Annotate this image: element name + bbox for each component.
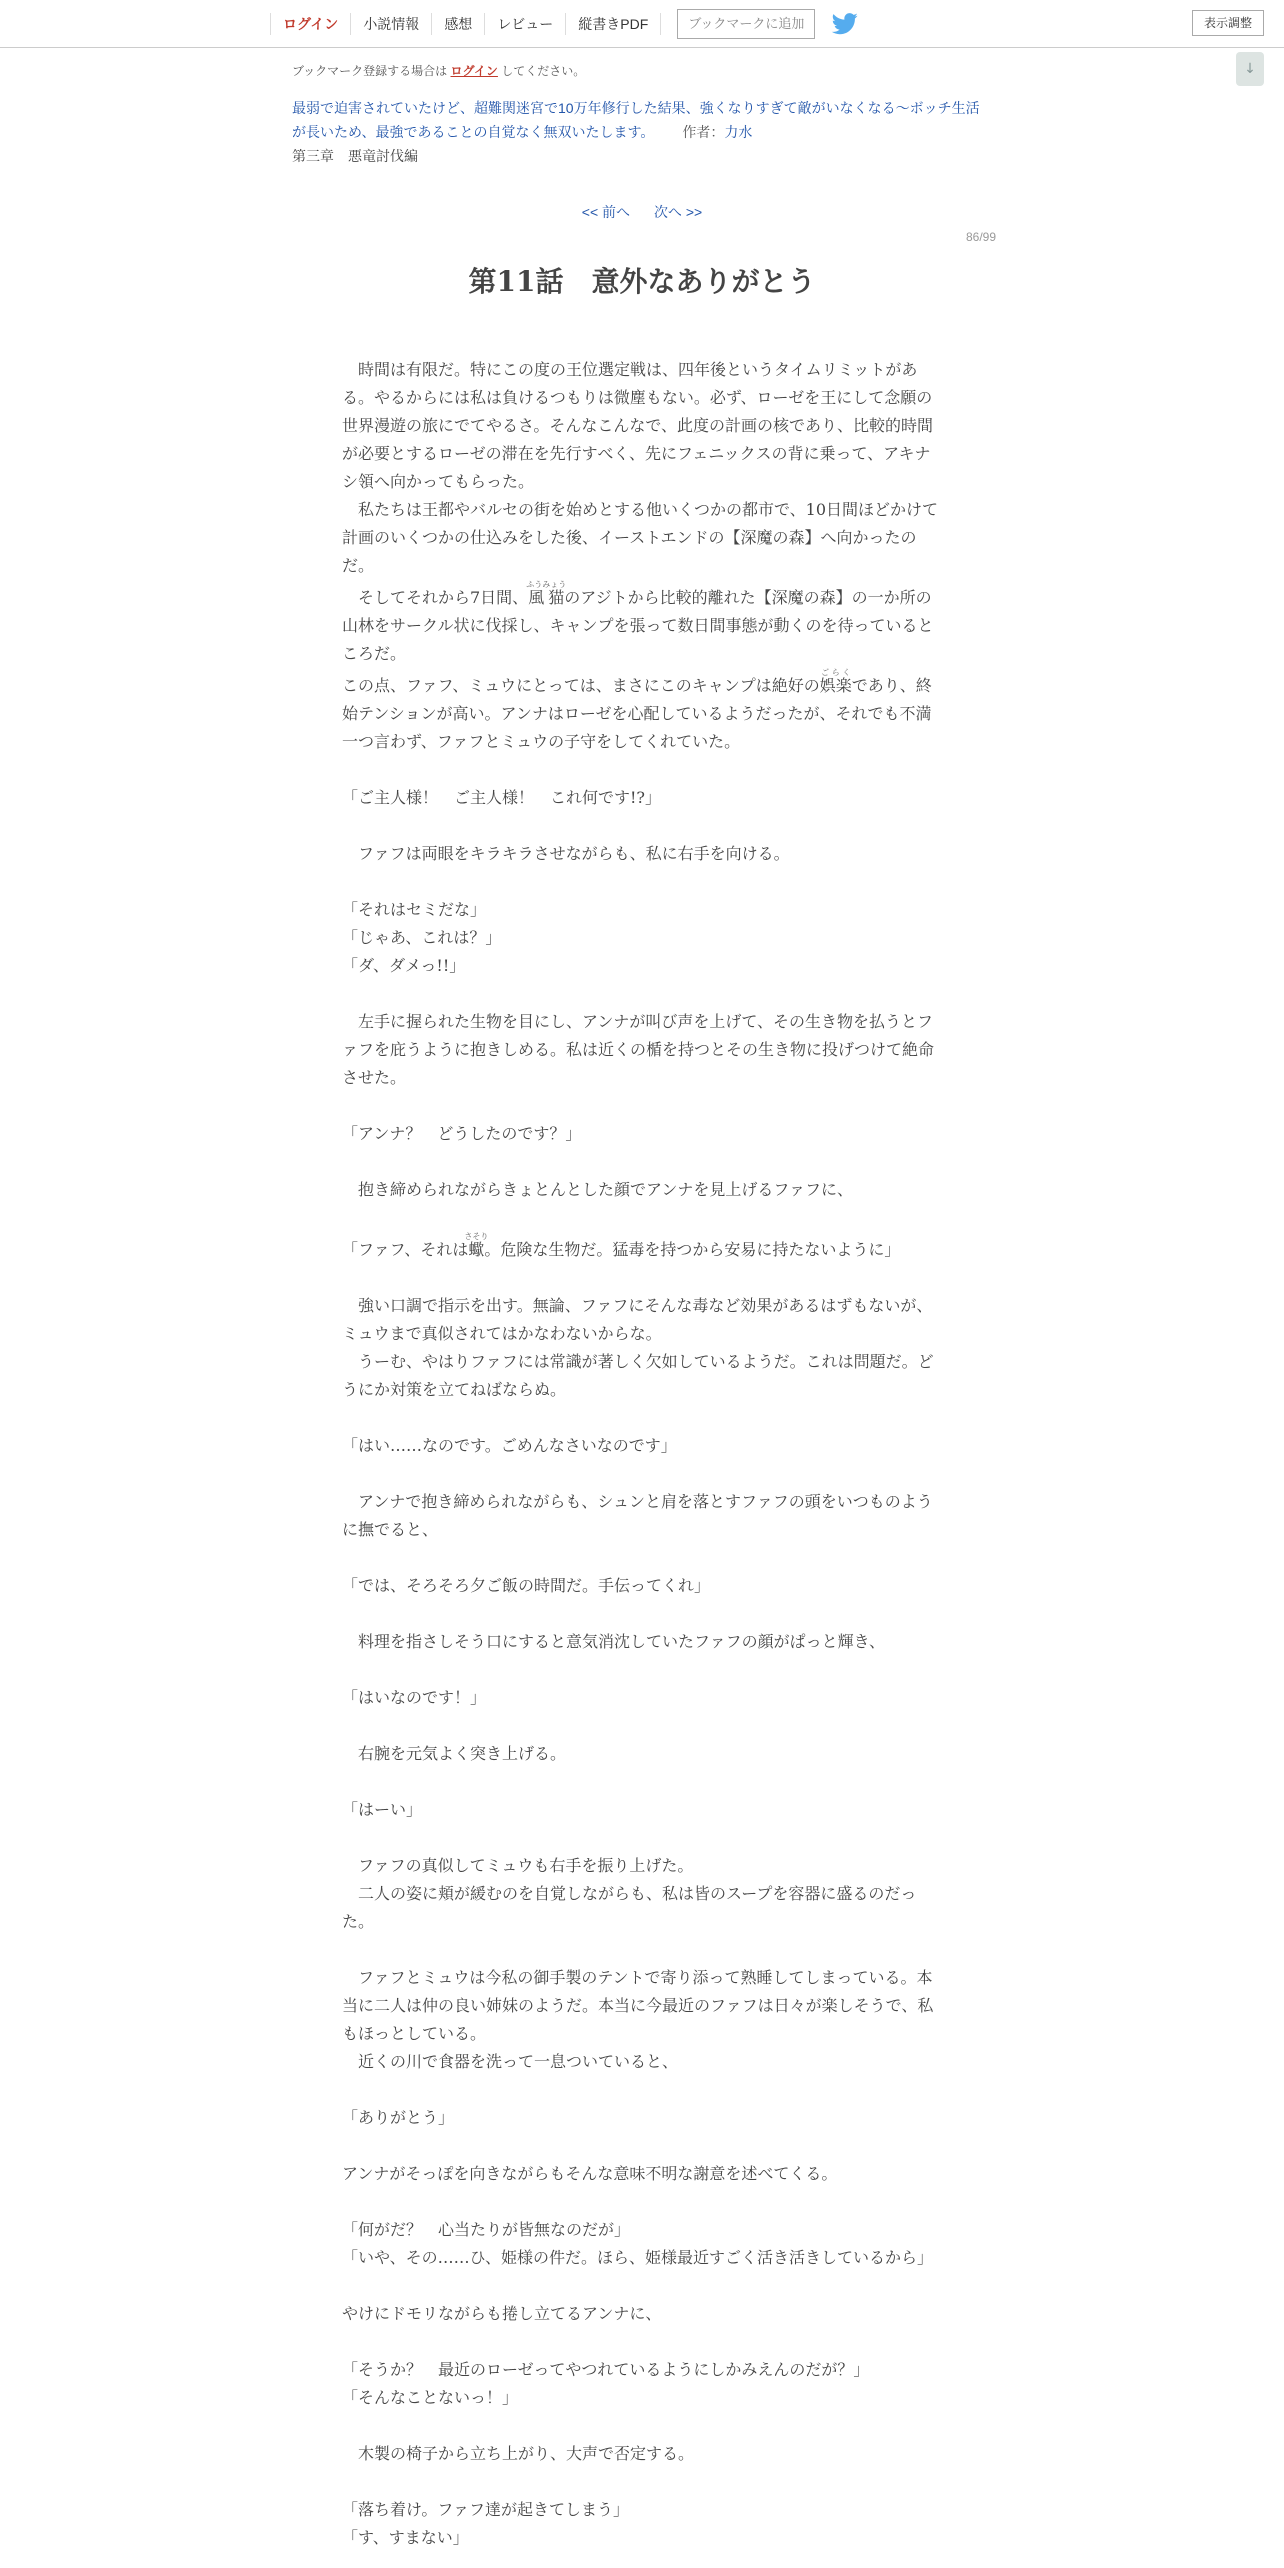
body-line-part: 「ファフ、それは [342,1240,469,1259]
body-line: 「そうか？ 最近のローゼってやつれているようにしかみえんのだが？」 [342,2360,870,2379]
chapter-title: 第三章 悪竜討伐編 [292,148,418,164]
blank-line [342,980,942,1008]
blank-line [342,1712,942,1740]
body-line: 「じゃあ、これは？」 [342,928,502,947]
bookmark-note-after: してください。 [501,64,586,78]
author-label: 作者： [682,124,725,140]
bookmark-login-note [292,62,585,79]
blank-line [342,1824,942,1852]
ruby-goraku [819,668,852,695]
ruby-sasori [464,1232,489,1259]
body-line: 「何がだ？ 心当たりが皆無なのだが」 [342,2220,631,2239]
blank-line [342,2272,942,2300]
body-line: 「いや、その……ひ、姫様の件だ。ほら、姫様最近すごく活き活きしているから」 [342,2248,934,2267]
blank-line [342,756,942,784]
bookmark-note-login-link[interactable]: ログイン [450,64,498,78]
body-line-part: この点、ファフ、ミュウにとっては、まさにこのキャンプは絶好の [342,676,820,695]
body-line: 「はいなのです！」 [342,1688,487,1707]
body-line: 近くの川で食器を洗って一息ついていると、 [342,2052,679,2071]
body-line: 「そんなことないっ！」 [342,2388,519,2407]
body-line: 抱き締められながらきょとんとした顔でアンナを見上げるファフに、 [342,1180,854,1199]
blank-line [342,1656,942,1684]
twitter-bird-icon[interactable] [831,13,859,35]
body-line: 「落ち着け。ファフ達が起きてしまう」 [342,2500,630,2519]
body-line: 私たちは王都やバルセの街を始めとする他いくつかの都市で、10日間ほどかけて計画のいくつかの仕込みをした後、イーストエンドの【深魔の森】へ向かったのだ。 [342,500,939,575]
body-line-part: そしてそれから7日間、 [342,588,529,607]
body-line: 「はーい」 [342,1800,423,1819]
body-line: 右腕を元気よく突き上げる。 [342,1744,567,1763]
impressions-link[interactable]: 感想 [431,13,484,35]
ruby-base: 蠍 [464,1240,489,1259]
body-line-part: のアジトから比較的離れた【深魔の森】の一か所の山林をサークル状に伐採し、キャンプを張って数日間事態が動くのを待っているところだ。 [342,588,934,663]
body-line: アンナで抱き締められながらも、シュンと肩を落とすファフの頭をいつものように撫でると、 [342,1492,933,1539]
login-link[interactable]: ログイン [270,13,350,35]
next-episode-link[interactable]: 次へ >> [653,204,703,220]
body-line: ファフは両眼をキラキラさせながらも、私に右手を向ける。 [342,844,790,863]
blank-line [342,868,942,896]
body-line: 「ダ、ダメっ!!」 [342,956,466,975]
blank-line [342,2076,942,2104]
page-number: 86/99 [965,230,996,244]
body-line: 「はい……なのです。ごめんなさいなのです」 [342,1436,677,1455]
body-line: 二人の姿に頬が緩むのを自覚しながらも、私は皆のスープを容器に盛るのだった。 [342,1884,917,1931]
blank-line [342,1768,942,1796]
blank-line [342,2412,942,2440]
ruby-fuuneko [526,580,567,607]
blank-line [342,1460,942,1488]
prev-episode-link[interactable]: << 前へ [581,204,631,220]
body-line: 「ありがとう」 [342,2108,455,2127]
blank-line [342,812,942,840]
body-line: 木製の椅子から立ち上がり、大声で否定する。 [342,2444,695,2463]
blank-line [342,2328,942,2356]
blank-line [342,2132,942,2160]
body-line: 左手に握られた生物を目にし、アンナが叫び声を上げて、その生き物を払うとファフを庇うように抱きしめる。私は近くの楯を持つとその生き物に投げつけて絶命させた。 [342,1012,935,1087]
blank-line [342,1264,942,1292]
nav-menu [270,0,859,48]
body-line: 「では、そろそろ夕ご飯の時間だ。手伝ってくれ」 [342,1576,711,1595]
body-line-part: 。危険な生物だ。猛毒を持つから安易に持たないように」 [484,1240,901,1259]
body-line: 「アンナ？ どうしたのです？」 [342,1124,582,1143]
body-line: アンナがそっぽを向きながらもそんな意味不明な謝意を述べてくる。 [342,2164,838,2183]
author-link[interactable]: 力水 [724,124,753,140]
novel-body-text [342,356,942,2552]
blank-line [342,1092,942,1120]
body-line: ファフとミュウは今私の御手製のテントで寄り添って熟睡してしまっている。本当に二人は仲の良い姉妹のようだ。本当に今最近のファフは日々が楽しそうで、私もほっとしている。 [342,1968,934,2043]
novel-info-link[interactable]: 小説情報 [350,13,431,35]
body-line: 「す、すまない」 [342,2528,469,2547]
vertical-pdf-link[interactable]: 縦書きPDF [565,13,661,35]
blank-line [342,1544,942,1572]
episode-title: 第11話 意外なありがとう [468,265,816,298]
ruby-reading: ごらく [819,668,852,677]
novel-title-link[interactable]: 最弱で迫害されていたけど、超難関迷宮で10万年修行した結果、強くなりすぎて敵がいなくなる～ボッチ生活が長いため、最強であることの自覚なく無双いたします。 [292,100,980,140]
blank-line [342,1148,942,1176]
body-line: 料理を指さしそう口にすると意気消沈していたファフの顔がぱっと輝き、 [342,1632,886,1651]
add-bookmark-button[interactable]: ブックマークに追加 [677,9,815,39]
bookmark-note-before: ブックマーク登録する場合は [292,64,448,78]
ruby-base: 娯楽 [819,676,852,695]
blank-line [342,2188,942,2216]
body-line: うーむ、やはりファフには常識が著しく欠如しているようだ。これは問題だ。どうにか対策を立てねばならぬ。 [342,1352,934,1399]
body-line [342,580,942,668]
body-line [342,668,942,756]
body-line: ファフの真似してミュウも右手を振り上げた。 [342,1856,694,1875]
episode-pager [0,202,1284,222]
body-line [342,1232,942,1264]
blank-line [342,1204,942,1232]
display-settings-button[interactable]: 表示調整 [1192,10,1264,36]
body-line: 強い口調で指示を出す。無論、ファフにそんな毒など効果があるはずもないが、ミュウまで真似されてはかなわないからな。 [342,1296,933,1343]
body-line: 「ご主人様！ ご主人様！ これ何です!?」 [342,788,662,807]
body-line-part: であり、終始テンションが高い。アンナはローゼを心配しているようだったが、それでも不満一つ言わず、ファフとミュウの子守をしてくれていた。 [342,676,932,751]
novel-title-block [292,96,992,144]
body-line: 「それはセミだな」 [342,900,487,919]
blank-line [342,2468,942,2496]
review-link[interactable]: レビュー [484,13,565,35]
ruby-reading: ふうみょう [526,580,567,589]
blank-line [342,1404,942,1432]
blank-line [342,1936,942,1964]
body-line: やけにドモリながらも捲し立てるアンナに、 [342,2304,662,2323]
body-line: 時間は有限だ。特にこの度の王位選定戦は、四年後というタイムリミットがある。やるからには私は負けるつもりは微塵もない。必ず、ローゼを王にして念願の世界漫遊の旅にでてやるさ。そんなこんなで、此度の計画の核であり、比較的時間が必要とするローゼの滞在を先行すべく、先にフェニックスの背に乗って、アキナシ領へ向かってもらった。 [342,360,934,491]
scroll-down-arrow-icon[interactable]: ↓ [1236,52,1264,86]
blank-line [342,1600,942,1628]
ruby-base: 風猫 [526,588,567,607]
ruby-reading: さそり [464,1232,489,1241]
top-navigation-bar [0,0,1284,48]
